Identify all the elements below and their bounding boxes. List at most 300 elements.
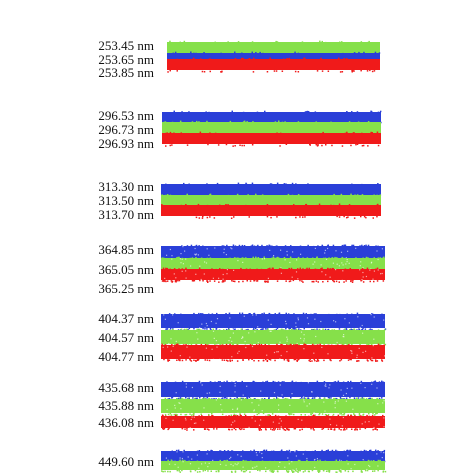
band-blue [161,314,385,328]
speckle-dot [243,112,245,114]
speckle-gap [266,355,267,356]
speckle-gap [382,273,383,274]
speckle-dot [183,59,185,61]
speckle-dot [334,382,336,384]
speckle-dot [377,246,379,248]
speckle-dot [362,258,364,260]
speckle-dot [167,268,169,270]
speckle-dot [336,314,338,316]
speckle-gap [320,321,321,322]
speckle-dot [276,70,278,72]
speckle-dot [377,183,379,185]
speckle-dot [261,269,263,271]
speckle-dot [314,360,316,362]
speckle-gap [384,355,385,356]
speckle-dot [222,281,224,283]
speckle-dot [344,329,346,331]
speckle-dot [372,132,374,134]
speckle-dot [330,122,332,124]
speckle-dot [314,330,316,332]
speckle-dot [336,281,338,283]
speckle-dot [366,246,368,248]
speckle-dot [285,415,287,417]
speckle-dot [257,414,259,416]
speckle-dot [237,194,239,196]
speckle-dot [321,133,323,135]
speckle-dot [327,245,329,247]
speckle-gap [382,457,383,458]
speckle-dot [374,70,376,72]
speckle-dot [176,344,178,346]
band-blue [162,112,381,122]
speckle-dot [189,359,191,361]
speckle-dot [315,111,317,113]
speckle-dot [216,269,218,271]
speckle-dot [384,461,386,463]
speckle-dot [209,59,211,61]
speckle-dot [210,194,212,196]
speckle-gap [256,314,257,315]
speckle-dot [192,382,194,384]
speckle-gap [232,422,233,423]
speckle-dot [242,381,244,383]
speckle-dot [350,194,352,196]
speckle-dot [256,258,257,260]
speckle-dot [246,470,248,472]
speckle-dot [319,329,321,331]
speckle-dot [238,330,240,332]
speckle-gap [236,464,237,465]
speckle-gap [259,451,260,452]
speckle-dot [296,329,298,331]
speckle-dot [199,329,201,331]
speckle-dot [165,346,167,348]
speckle-dot [351,258,353,260]
speckle-dot [259,205,261,207]
speckle-dot [363,461,365,463]
speckle-dot [351,245,353,247]
speckle-gap [206,323,207,324]
speckle-dot [297,471,299,473]
speckle-dot [239,245,241,247]
speckle-gap [190,427,191,428]
speckle-dot [328,53,330,55]
speckle-dot [161,416,163,418]
speckle-gap [213,359,214,360]
speckle-dot [261,382,263,384]
speckle-dot [368,41,370,43]
speckle-dot [279,313,281,315]
speckle-dot [199,268,201,270]
speckle-gap [219,392,220,393]
speckle-dot [330,397,332,399]
speckle-dot [288,360,290,362]
speckle-dot [309,268,311,270]
speckle-dot [291,451,293,453]
speckle-dot [326,399,328,401]
speckle-dot [211,415,213,417]
speckle-dot [275,121,277,123]
speckle-gap [306,458,307,459]
speckle-dot [178,359,180,361]
speckle-gap [300,254,301,255]
speckle-dot [314,415,316,417]
speckle-dot [183,183,185,185]
speckle-dot [167,471,169,473]
speckle-gap [320,359,321,360]
speckle-dot [263,360,265,362]
speckle-dot [226,344,228,346]
speckle-dot [292,183,294,185]
speckle-gap [196,254,197,255]
speckle-dot [328,414,330,416]
speckle-dot [340,184,342,186]
speckle-dot [235,471,237,473]
speckle-dot [253,328,255,330]
speckle-gap [225,465,226,466]
speckle-dot [359,428,361,430]
speckle-dot [341,59,343,61]
speckle-dot [258,451,260,453]
speckle-dot [203,470,205,472]
speckle-dot [293,471,295,473]
speckle-gap [292,251,293,252]
speckle-gap [333,320,334,321]
speckle-dot [369,70,371,72]
speckle-gap [341,252,342,253]
speckle-dot [289,58,291,60]
speckle-dot [348,359,350,361]
speckle-dot [286,450,288,452]
speckle-dot [198,313,200,315]
speckle-gap [237,408,238,409]
speckle-gap [356,357,357,358]
speckle-dot [307,111,309,113]
speckle-dot [274,382,276,384]
speckle-dot [171,414,173,416]
speckle-dot [246,42,248,44]
speckle-dot [170,328,172,330]
speckle-dot [242,313,244,315]
speckle-dot [289,330,291,332]
speckle-dot [233,461,235,463]
speckle-dot [367,257,369,259]
speckle-gap [383,320,384,321]
speckle-gap [197,339,198,340]
speckle-gap [186,383,187,384]
speckle-dot [361,398,363,400]
speckle-gap [377,465,378,466]
speckle-gap [271,324,272,325]
speckle-dot [174,268,176,270]
speckle-gap [383,417,384,418]
speckle-dot [320,314,322,316]
speckle-dot [346,132,348,134]
speckle-dot [170,195,172,197]
speckle-dot [361,184,363,186]
speckle-gap [296,271,297,272]
speckle-dot [242,281,244,283]
speckle-dot [245,257,247,259]
speckle-dot [271,346,273,348]
speckle-dot [165,195,167,197]
speckle-dot [358,52,360,54]
speckle-gap [217,318,218,319]
speckle-gap [167,409,168,410]
speckle-gap [201,324,202,325]
speckle-dot [259,429,261,431]
speckle-gap [219,359,220,360]
speckle-dot [282,397,284,399]
speckle-dot [288,194,290,196]
speckle-gap [185,259,186,260]
speckle-dot [181,122,183,124]
speckle-dot [162,280,164,282]
speckle-gap [180,258,181,259]
speckle-dot [310,428,312,430]
speckle-dot [214,280,216,282]
speckle-dot [302,257,304,259]
wavelength-label: 253.45 nm [98,38,154,53]
speckle-dot [199,450,201,452]
speckle-dot [279,145,281,147]
speckle-dot [190,470,192,472]
speckle-gap [213,331,214,332]
band-red [167,59,380,70]
speckle-dot [249,471,251,473]
speckle-gap [343,417,344,418]
speckle-dot [241,53,243,55]
speckle-dot [350,359,352,361]
speckle-dot [211,471,213,473]
speckle-dot [183,314,185,316]
speckle-dot [362,145,364,147]
speckle-dot [237,415,239,417]
speckle-dot [303,313,305,315]
speckle-dot [360,216,362,218]
speckle-gap [180,408,181,409]
speckle-dot [258,269,260,271]
speckle-dot [234,257,236,259]
speckle-dot [355,257,357,259]
speckle-dot [339,314,341,316]
speckle-dot [343,281,345,283]
speckle-gap [252,314,253,315]
speckle-dot [219,268,221,270]
speckle-gap [383,426,384,427]
speckle-dot [171,144,173,146]
speckle-dot [307,257,309,259]
speckle-dot [207,397,209,399]
speckle-dot [375,413,377,415]
speckle-dot [217,183,219,185]
speckle-dot [351,329,353,331]
speckle-gap [338,400,339,401]
speckle-dot [248,330,250,332]
wavelength-label: 435.68 nm [98,380,154,395]
speckle-dot [185,268,187,270]
speckle-gap [324,252,325,253]
band-green [161,258,385,269]
speckle-dot [184,41,186,43]
speckle-dot [350,268,352,270]
speckle-gap [297,278,298,279]
speckle-dot [369,314,371,316]
speckle-gap [278,409,279,410]
speckle-dot [244,245,246,247]
speckle-dot [295,217,297,219]
speckle-dot [202,328,204,330]
speckle-dot [347,381,349,383]
speckle-gap [245,347,246,348]
speckle-dot [172,122,174,124]
speckle-gap [176,451,177,452]
wavelength-label: 296.73 nm [98,122,154,137]
speckle-dot [321,268,323,270]
speckle-dot [312,258,314,260]
speckle-gap [362,333,363,334]
speckle-gap [333,263,334,264]
speckle-dot [339,281,341,283]
speckle-dot [253,257,255,259]
speckle-dot [182,428,184,430]
speckle-dot [341,413,343,415]
speckle-dot [264,450,266,452]
speckle-dot [182,268,184,270]
speckle-dot [226,381,228,383]
speckle-dot [317,70,319,72]
speckle-gap [289,405,290,406]
speckle-dot [198,245,200,247]
speckle-dot [295,344,297,346]
speckle-dot [191,360,193,362]
speckle-dot [185,344,187,346]
speckle-dot [367,145,369,147]
speckle-dot [375,359,377,361]
speckle-gap [330,277,331,278]
speckle-dot [353,329,355,331]
speckle-dot [222,399,224,401]
speckle-dot [252,144,254,146]
speckle-dot [253,58,255,60]
speckle-dot [267,216,269,218]
speckle-gap [176,341,177,342]
speckle-dot [230,399,232,401]
speckle-dot [271,258,273,260]
speckle-gap [230,457,231,458]
speckle-dot [210,451,212,453]
speckle-dot [207,144,209,146]
speckle-dot [192,121,194,123]
speckle-dot [223,329,225,331]
speckle-dot [186,428,188,430]
speckle-dot [254,313,256,315]
speckle-gap [280,384,281,385]
speckle-dot [330,205,332,207]
speckle-gap [286,323,287,324]
speckle-dot [298,470,300,472]
speckle-gap [355,248,356,249]
speckle-dot [282,71,284,73]
speckle-dot [335,450,337,452]
speckle-dot [166,381,168,383]
speckle-dot [161,194,163,196]
speckle-gap [289,262,290,263]
speckle-gap [301,420,302,421]
speckle-dot [165,414,167,416]
speckle-gap [384,400,385,401]
speckle-dot [354,416,356,418]
speckle-gap [359,348,360,349]
speckle-dot [302,398,304,400]
speckle-gap [223,279,224,280]
speckle-gap [268,320,269,321]
speckle-dot [294,428,296,430]
speckle-gap [192,387,193,388]
speckle-dot [283,246,285,248]
speckle-dot [376,216,378,218]
speckle-dot [318,398,320,400]
speckle-dot [247,59,249,61]
speckle-dot [169,330,171,332]
speckle-dot [180,121,182,123]
speckle-dot [255,328,257,330]
speckle-gap [226,273,227,274]
speckle-dot [247,345,249,347]
speckle-dot [309,144,311,146]
speckle-dot [352,280,354,282]
speckle-gap [206,348,207,349]
speckle-gap [287,457,288,458]
speckle-dot [183,344,185,346]
speckle-dot [219,269,221,271]
speckle-dot [271,470,273,472]
speckle-dot [340,397,342,399]
speckle-gap [378,259,379,260]
speckle-dot [316,328,318,330]
speckle-dot [317,145,319,147]
speckle-dot [185,414,187,416]
speckle-dot [194,280,196,282]
speckle-dot [251,245,253,247]
speckle-dot [163,258,165,260]
speckle-gap [241,456,242,457]
speckle-gap [229,317,230,318]
speckle-dot [339,428,341,430]
speckle-gap [303,396,304,397]
speckle-gap [376,453,377,454]
speckle-dot [231,472,233,474]
speckle-dot [270,359,272,361]
speckle-dot [254,415,256,417]
speckle-dot [183,450,185,452]
speckle-dot [308,416,310,418]
speckle-dot [335,471,337,473]
speckle-dot [181,398,183,400]
speckle-gap [252,417,253,418]
speckle-dot [246,416,248,418]
speckle-gap [204,273,205,274]
speckle-dot [360,314,362,316]
speckle-dot [316,269,318,271]
speckle-dot [362,194,364,196]
speckle-dot [168,414,170,416]
speckle-dot [164,461,166,463]
speckle-dot [178,470,180,472]
speckle-dot [195,470,197,472]
speckle-dot [203,461,205,463]
speckle-gap [164,278,165,279]
